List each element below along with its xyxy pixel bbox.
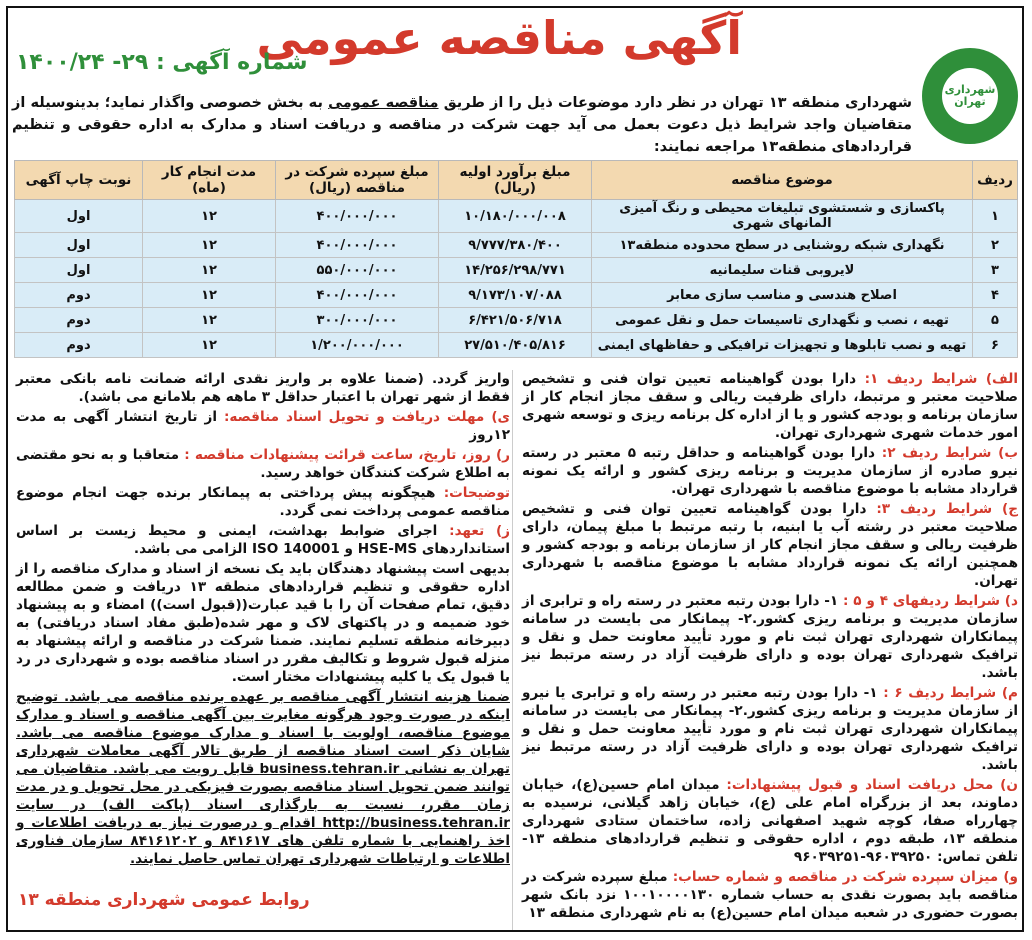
commitment (16, 522, 510, 558)
cell-row-no: ۵ (973, 308, 1018, 333)
ad-number-value: ۲۹- ۱۴۰۰/۲۴ (16, 50, 149, 75)
cell-estimate: ۹/۷۷۷/۳۸۰/۴۰۰ (439, 233, 592, 258)
table-row (15, 200, 1018, 233)
deposit-info-body: مبلغ سپرده شرکت در مناقصه باید بصورت نقدی به حساب شماره ۱۰۰۱۰۰۰۰۱۳۰ نزد بانک شهر بصورت حضوری در شعبه میدان امام حسین(ع) به نام شهرداری منطقه ۱۳ (522, 869, 1019, 921)
table-row (15, 258, 1018, 283)
cell-print-round: دوم (15, 333, 143, 358)
intro-org: شهرداری منطقه ۱۳ تهران (722, 95, 912, 111)
details-column (16, 370, 510, 870)
cell-estimate: ۶/۴۲۱/۵۰۶/۷۱۸ (439, 308, 592, 333)
condition-c-body: دارا بودن گواهینامه تعیین توان فنی و تشخیص صلاحیت معتبر در رشته آب یا ابنیه، با رتبه مرتبط با مبلغ پیمان، دارای ظرفیت ریالی و سقف مجاز انجام کار از سازمان برنامه و بودجه کشور و همچنین ارائه یک نمونه قرارداد مشابه با موضوع مناقصه با شهرداری تهران. (522, 501, 1018, 589)
col-header-row-no: ردیف (973, 161, 1018, 200)
condition-d (522, 592, 1018, 682)
table-row (15, 233, 1018, 258)
condition-m-heading: م) شرایط ردیف ۶ : (883, 685, 1018, 701)
ad-number (16, 50, 307, 75)
col-header-estimate: مبلغ برآورد اولیه (ریال) (439, 161, 592, 200)
cell-duration: ۱۲ (143, 200, 276, 233)
condition-d-heading: د) شرایط ردیفهای ۴ و ۵ : (843, 593, 1018, 609)
table-row (15, 308, 1018, 333)
notes (16, 484, 510, 520)
cell-deposit: ۳۰۰/۰۰۰/۰۰۰ (276, 308, 439, 333)
condition-c (522, 500, 1018, 590)
logo-text: شهرداری تهران (944, 83, 996, 108)
col-header-deposit: مبلغ سپرده شرکت در مناقصه (ریال) (276, 161, 439, 200)
condition-b-body: دارا بودن گواهینامه و حداقل رتبه ۵ معتبر در رسته نیرو صادره از سازمان مدیریت و برنامه ریزی کشور و ارائه یک نمونه قرارداد مشابه با موضوع مناقصه با شهرداری تهران. (522, 445, 1018, 497)
logo-emblem-icon (942, 68, 998, 124)
cell-deposit: ۴۰۰/۰۰۰/۰۰۰ (276, 200, 439, 233)
submission-instructions: بدیهی است پیشنهاد دهندگان باید یک نسخه از اسناد و مدارک مناقصه را از اداره حقوقی و تنظیم قراردادهای منطقه ۱۳ دریافت و ضمن مطالعه دقیق، تمام صفحات آن را با قید عبارت((قبول است)) امضاء و به پیشنهاد خود ضمیمه و در پاکتهای لاک و مهر شده(طبق مفاد اسناد دریافتی) به دبیرخانه منطقه تسلیم نمایند. ضمنا شرکت در مناقصه و ارائه پیشنهاد به منزله قبول شروط و تکالیف مقرر در اسناد مناقصه بوده و شهرداری در رد یا قبول یک یا کلیه پیشنهادات مختار است. (16, 561, 510, 685)
opening-date-body: متعاقبا و به نحو مقتضی به اطلاع شرکت کنندگان خواهد رسید. (16, 447, 510, 481)
cell-duration: ۱۲ (143, 333, 276, 358)
cell-row-no: ۳ (973, 258, 1018, 283)
footer-signature: روابط عمومی شهرداری منطقه ۱۳ (18, 890, 310, 910)
cell-duration: ۱۲ (143, 233, 276, 258)
commitment-body: اجرای ضوابط بهداشت، ایمنی و محیط زیست بر اساس استانداردهای HSE-MS و ISO 140001 الزامی می باشد. (16, 523, 510, 557)
cell-subject: اصلاح هندسی و مناسب سازی معابر (592, 283, 973, 308)
condition-a-body: دارا بودن گواهینامه تعیین توان فنی و تشخیص صلاحیت معتبر و مرتبط، دارای ظرفیت ریالی و سقف مجاز انجام کار از سازمان برنامه و بودجه کشور و یا از اداره کل برنامه ریزی و توسعه شهری امور خدمات شهری شهرداری تهران. (522, 371, 1018, 441)
deadline-heading: ی) مهلت دریافت و تحویل اسناد مناقصه: (223, 409, 511, 425)
cell-print-round: دوم (15, 308, 143, 333)
table-header-row (15, 161, 1018, 200)
intro-tender-type: مناقصه عمومی (328, 95, 439, 111)
cell-subject: تهیه ، نصب و نگهداری تاسیسات حمل و نقل عمومی (592, 308, 973, 333)
page-title: آگهی مناقصه عمومی (256, 11, 742, 65)
cell-deposit: ۱/۲۰۰/۰۰۰/۰۰۰ (276, 333, 439, 358)
cell-duration: ۱۲ (143, 308, 276, 333)
commitment-heading: ز) تعهد: (449, 523, 511, 539)
intro-text-2: به بخش خصوصی واگذار نماید؛ بدینوسیله از متقاضیان واجد شرایط ذیل دعوت بعمل می آید جهت شرکت در مناقصه و دریافت اسناد و مدارک به اداره حقوقی و تنظیم قراردادهای منطقه۱۳ مراجعه نمایند: (12, 95, 912, 155)
cell-duration: ۱۲ (143, 258, 276, 283)
condition-d-body: ۱- دارا بودن رتبه معتبر در رسته راه و ترابری از سازمان مدیریت و برنامه ریزی کشور.۲- پیمانکار می بایست در سامانه پیمانکاران شهرداری تهران ثبت نام و مورد تأیید معاونت حمل و نقل و ترافیک شهرداری تهران بوده و دارای ظرفیت آزاد در رسته مرتبط نیز باشد. (522, 593, 1018, 681)
cell-print-round: اول (15, 233, 143, 258)
cell-estimate: ۹/۱۷۳/۱۰۷/۰۸۸ (439, 283, 592, 308)
cell-print-round: اول (15, 200, 143, 233)
document-location (522, 776, 1018, 866)
condition-a (522, 370, 1018, 442)
notes-body: هیچگونه پیش پرداختی به پیمانکار برنده جهت انجام موضوع مناقصه عمومی پرداخت نمی گردد. (16, 485, 510, 519)
cell-row-no: ۴ (973, 283, 1018, 308)
cell-duration: ۱۲ (143, 283, 276, 308)
condition-m (522, 684, 1018, 774)
notes-heading: توضیحات: (443, 485, 510, 501)
cell-estimate: ۲۷/۵۱۰/۴۰۵/۸۱۶ (439, 333, 592, 358)
cell-deposit: ۴۰۰/۰۰۰/۰۰۰ (276, 283, 439, 308)
cell-row-no: ۶ (973, 333, 1018, 358)
document-location-heading: ن) محل دریافت اسناد و قبول پیشنهادات: (726, 777, 1018, 793)
cell-subject: تهیه و نصب تابلوها و تجهیزات ترافیکی و حفاظهای ایمنی (592, 333, 973, 358)
opening-date-heading: ر) روز، تاریخ، ساعت قرائت پیشنهادات مناقصه : (184, 447, 510, 463)
cell-subject: پاکسازی و شستشوی تبلیغات محیطی و رنگ آمیزی المانهای شهری (592, 200, 973, 233)
additional-notes: ضمنا هزینه انتشار آگهی مناقصه بر عهده برنده مناقصه می باشد. توضیح اینکه در صورت وجود هرگونه مغایرت بین آگهی مناقصه و اسناد و مدارک موضوع مناقصه، اولویت با اسناد و مدارک موضوع مناقصه می باشد. شایان ذکر است اسناد مناقصه از طریق تالار آگهی معاملات شهرداری تهران به نشانی business.tehran.ir قابل رویت می باشد. متقاضیان می توانند ضمن تحویل اسناد مناقصه بصورت فیزیکی در محل تحویل و در مدت زمان مقرر، نسبت به بارگذاری اسناد (پاکت الف) در سایت http://business.tehran.ir اقدام و درصورت نیاز به دریافت اطلاعات و اخذ راهنمایی با شماره تلفن های ۸۴۱۶۱۷ و ۸۴۱۶۱۲۰۲ سازمان فناوری اطلاعات و ارتباطات شهرداری تهران تماس حاصل نمایند. (16, 689, 510, 867)
column-divider (512, 370, 513, 930)
condition-b (522, 444, 1018, 498)
col-header-duration: مدت انجام کار (ماه) (143, 161, 276, 200)
deadline-body: از تاریخ انتشار آگهی به مدت ۱۲روز (16, 409, 510, 443)
intro-paragraph (12, 92, 912, 158)
table-row (15, 333, 1018, 358)
cell-deposit: ۴۰۰/۰۰۰/۰۰۰ (276, 233, 439, 258)
deposit-continuation: واریز گردد. (ضمنا علاوه بر واریز نقدی ارائه ضمانت نامه بانکی معتبر فقط از شهر تهران با اعتبار حداقل ۳ ماهه هم بلامانع می باشد). (16, 371, 510, 405)
cell-subject: نگهداری شبکه روشنایی در سطح محدوده منطقه۱۳ (592, 233, 973, 258)
col-header-subject: موضوع مناقصه (592, 161, 973, 200)
cell-subject: لایروبی قنات سلیمانیه (592, 258, 973, 283)
cell-print-round: اول (15, 258, 143, 283)
intro-text-1: در نظر دارد موضوعات ذیل را از طریق (438, 95, 723, 111)
ad-number-label: شماره آگهی : (155, 50, 308, 75)
condition-c-heading: ج) شرایط ردیف ۳: (876, 501, 1019, 517)
condition-m-body: ۱- دارا بودن رتبه معتبر در رسته راه و ترابری یا نیرو از سازمان مدیریت و برنامه ریزی کشور.۲- پیمانکار می بایست در سامانه پیمانکاران شهرداری تهران ثبت نام و مورد تأیید معاونت حمل و نقل و ترافیک شهرداری تهران بوده و دارای ظرفیت آزاد در رسته مرتبط نیز باشد. (522, 685, 1018, 773)
deposit-info (522, 868, 1018, 922)
col-header-print-round: نوبت چاپ آگهی (15, 161, 143, 200)
cell-estimate: ۱۴/۲۵۶/۲۹۸/۷۷۱ (439, 258, 592, 283)
cell-deposit: ۵۵۰/۰۰۰/۰۰۰ (276, 258, 439, 283)
cell-print-round: دوم (15, 283, 143, 308)
conditions-column (522, 370, 1018, 924)
cell-row-no: ۱ (973, 200, 1018, 233)
condition-a-heading: الف) شرایط ردیف ۱: (864, 371, 1019, 387)
table-row (15, 283, 1018, 308)
tender-table (14, 160, 1018, 358)
opening-date (16, 446, 510, 482)
deposit-info-heading: و) میزان سپرده شرکت در مناقصه و شماره حساب: (672, 869, 1018, 885)
tehran-municipality-logo (922, 48, 1018, 144)
cell-row-no: ۲ (973, 233, 1018, 258)
document-location-body: میدان امام حسین(ع)، خیابان دماوند، بعد از بزرگراه امام علی (ع)، خیابان زاهد گیلانی، نرسیده به چهارراه صفا، کوچه شهید اصفهانی زاده، ساختمان ستادی شهرداری منطقه ۱۳، طبقه دوم ، اداره حقوقی و تنظیم قراردادهای منطقه ۱۳- تلفن تماس: ۹۶۰۳۹۲۵۰-۹۶۰۳۹۲۵۱ (522, 777, 1019, 865)
deadline (16, 408, 510, 444)
condition-b-heading: ب) شرایط ردیف ۲: (881, 445, 1018, 461)
cell-estimate: ۱۰/۱۸۰/۰۰۰/۰۰۸ (439, 200, 592, 233)
